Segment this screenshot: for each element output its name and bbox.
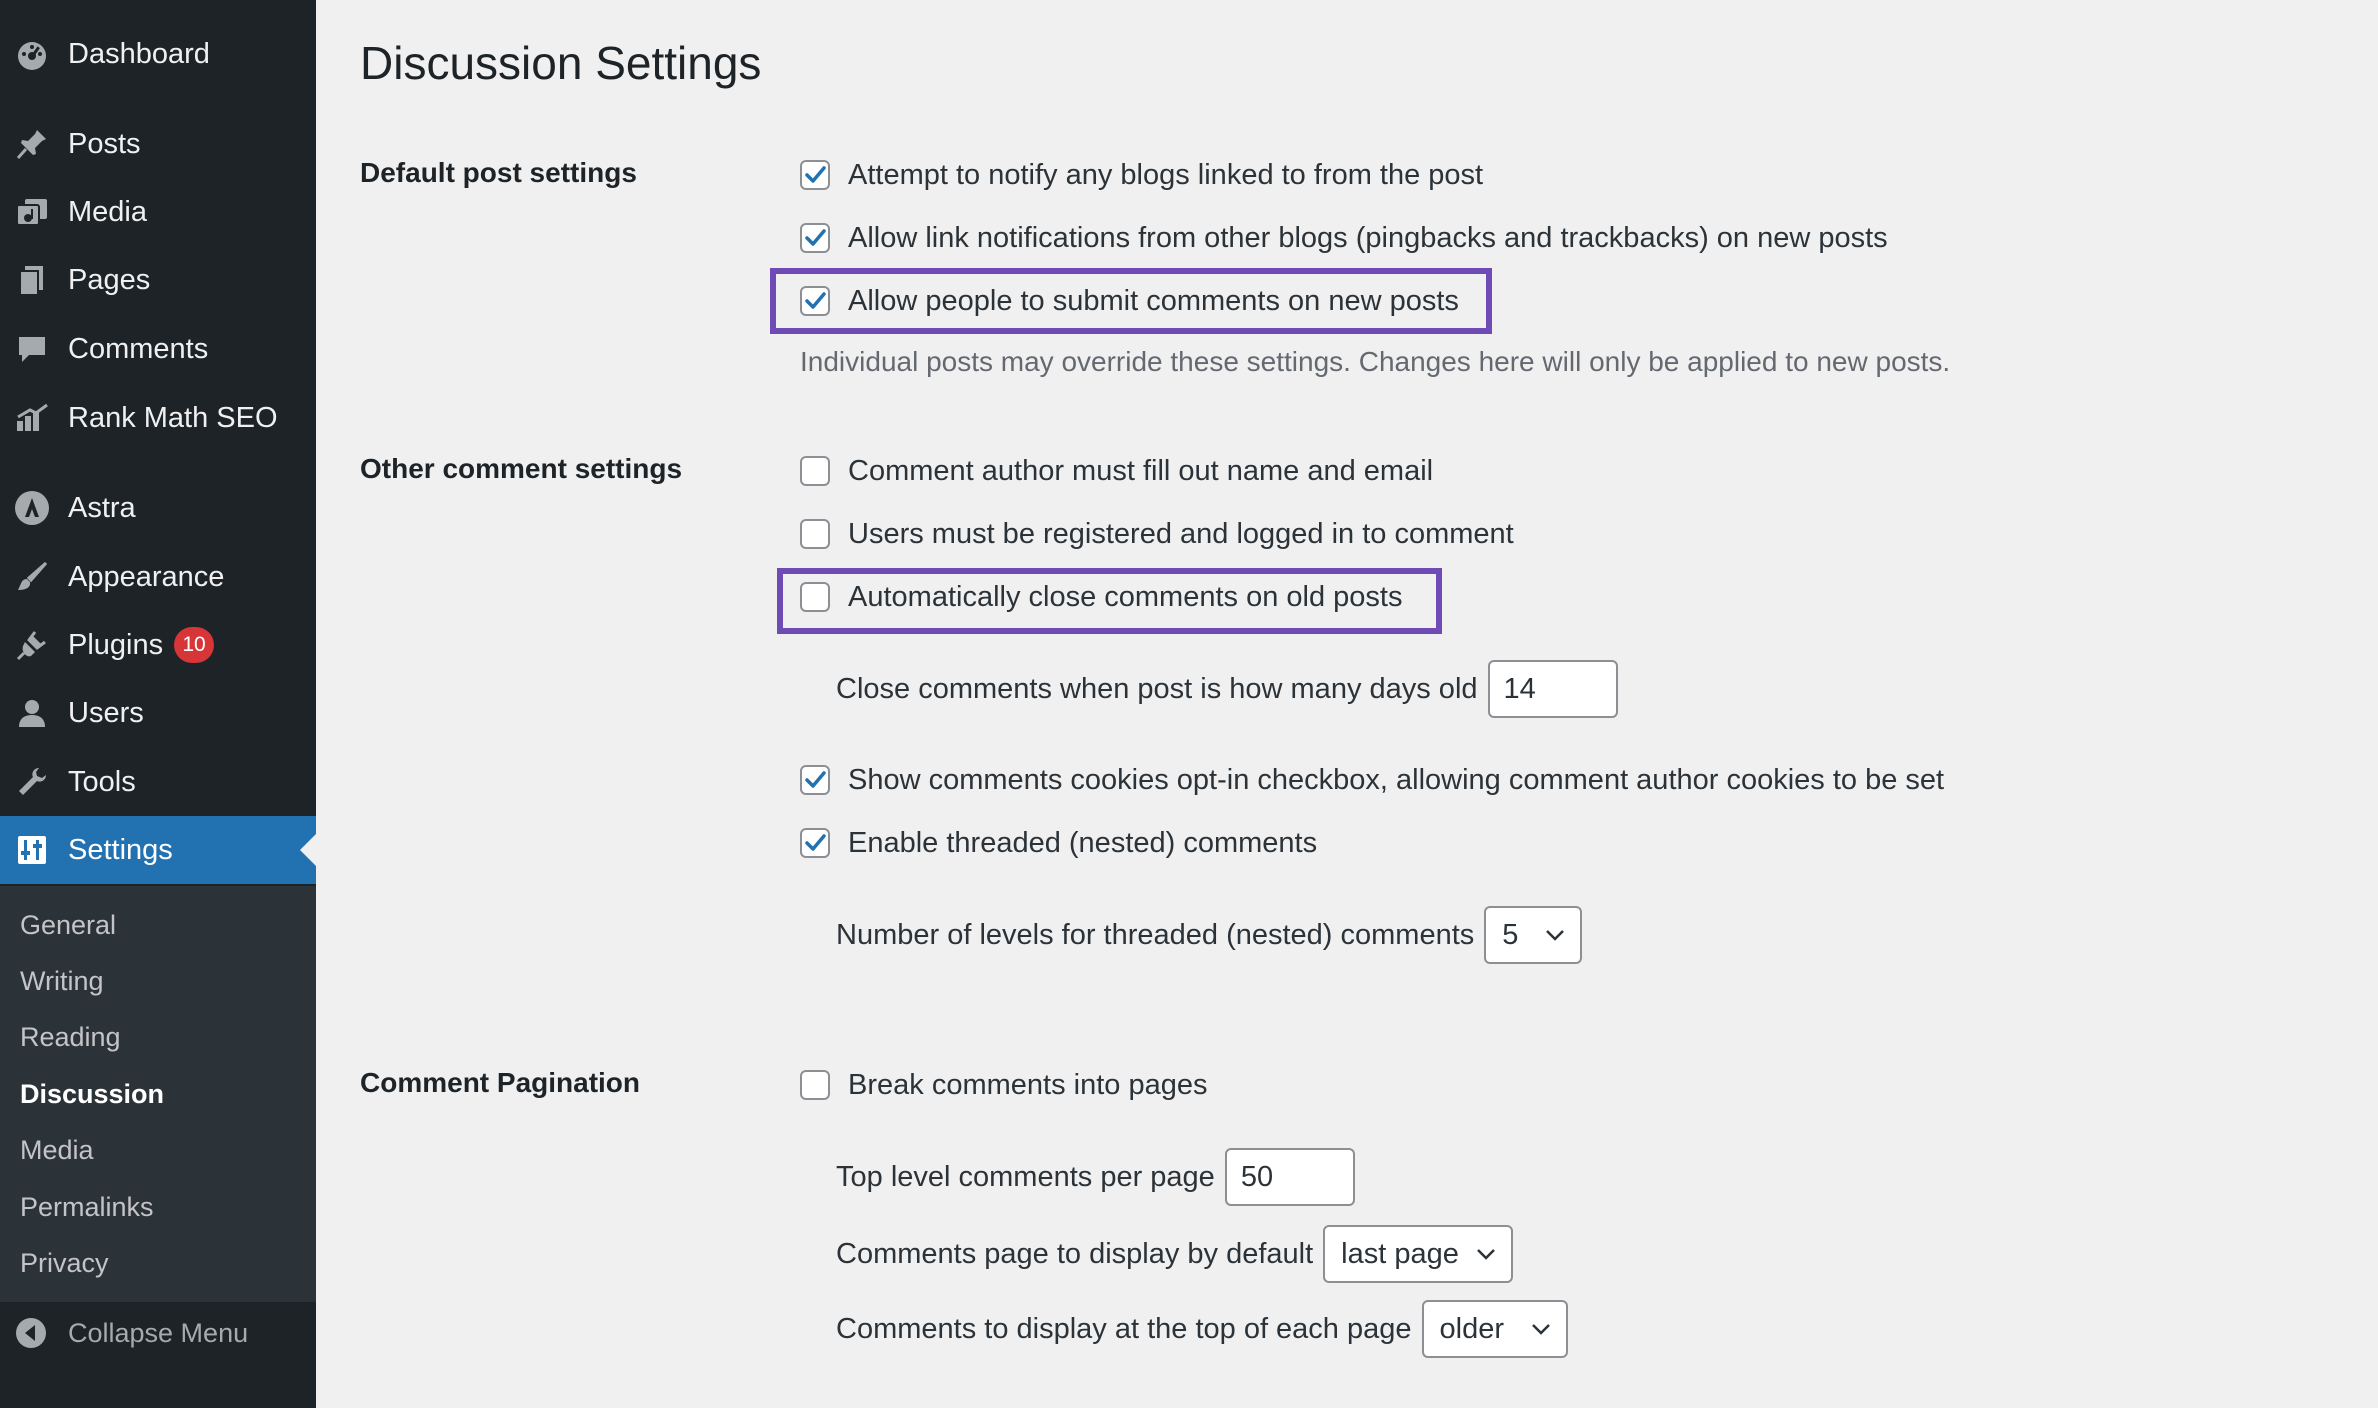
option-cookies-opt-in[interactable]	[800, 760, 1944, 800]
submenu-item-privacy[interactable]: Privacy	[20, 1248, 109, 1278]
sidebar-item-label: Comments	[68, 332, 209, 365]
chevron-down-icon	[1544, 928, 1566, 942]
per-page-label: Top level comments per page	[836, 1160, 1215, 1193]
user-icon	[14, 695, 50, 731]
sidebar-item-astra[interactable]	[0, 474, 316, 542]
comment-icon	[14, 331, 50, 367]
thread-levels-select[interactable]	[1484, 906, 1582, 964]
section-label-other-comment-settings: Other comment settings	[360, 453, 683, 484]
submenu-item-media[interactable]: Media	[20, 1135, 94, 1165]
dashboard-icon	[14, 36, 50, 72]
option-label: Users must be registered and logged in to comment	[848, 517, 1514, 550]
sidebar-item-users[interactable]	[0, 679, 316, 747]
plug-icon	[14, 627, 50, 663]
page-title: Discussion Settings	[360, 37, 762, 89]
media-icon	[14, 194, 50, 230]
top-order-row	[836, 1299, 1568, 1359]
section-label-default-post-settings: Default post settings	[360, 157, 637, 188]
sidebar-item-label: Dashboard	[68, 37, 210, 70]
per-page-input[interactable]	[1225, 1148, 1355, 1206]
sidebar-item-posts[interactable]	[0, 110, 316, 178]
sidebar-item-label: Plugins	[68, 628, 164, 661]
sidebar-item-plugins[interactable]	[0, 611, 316, 679]
sidebar-item-label: Media	[68, 195, 147, 228]
sidebar-item-settings[interactable]	[0, 816, 316, 884]
option-allow-link-notifications[interactable]	[800, 218, 1888, 258]
submenu-item-discussion[interactable]: Discussion	[20, 1079, 165, 1109]
sidebar-item-appearance[interactable]	[0, 543, 316, 611]
section-label-comment-pagination: Comment Pagination	[360, 1067, 641, 1098]
option-label: Comment author must fill out name and email	[848, 454, 1434, 487]
sidebar-item-label: Appearance	[68, 560, 225, 593]
sidebar-item-label: Settings	[68, 833, 173, 866]
option-label: Allow people to submit comments on new posts	[848, 284, 1459, 317]
brush-icon	[14, 559, 50, 595]
checkbox-unchecked[interactable]	[800, 582, 830, 612]
checkbox-unchecked[interactable]	[800, 1070, 830, 1100]
chevron-down-icon	[1475, 1247, 1497, 1261]
option-label: Automatically close comments on old posts	[848, 580, 1403, 613]
sidebar-item-pages[interactable]	[0, 246, 316, 314]
pages-icon	[14, 262, 50, 298]
astra-icon	[14, 490, 50, 526]
sidebar-item-label: Tools	[68, 765, 136, 798]
chevron-down-icon	[1530, 1322, 1552, 1336]
option-break-into-pages[interactable]	[800, 1065, 1207, 1105]
admin-sidebar	[0, 0, 316, 1408]
settings-submenu	[0, 886, 316, 1302]
select-value: last page	[1341, 1237, 1459, 1270]
default-page-row	[836, 1224, 1513, 1284]
top-order-select[interactable]	[1422, 1300, 1568, 1358]
per-page-row	[836, 1147, 1355, 1207]
sidebar-item-rank-math-seo[interactable]	[0, 384, 316, 452]
close-days-row	[836, 659, 1618, 719]
checkbox-checked[interactable]	[800, 286, 830, 316]
collapse-menu-label: Collapse Menu	[68, 1318, 249, 1348]
checkbox-checked[interactable]	[800, 160, 830, 190]
option-require-name-email[interactable]	[800, 451, 1433, 491]
submenu-item-reading[interactable]: Reading	[20, 1022, 121, 1052]
option-label: Attempt to notify any blogs linked to from the post	[848, 158, 1484, 191]
sidebar-item-label: Pages	[68, 263, 151, 296]
sidebar-item-label: Rank Math SEO	[68, 401, 278, 434]
default-page-label: Comments page to display by default	[836, 1237, 1314, 1270]
submenu-item-general[interactable]: General	[20, 910, 117, 940]
settings-icon	[14, 832, 50, 868]
checkbox-unchecked[interactable]	[800, 519, 830, 549]
sidebar-item-dashboard[interactable]	[0, 20, 316, 88]
option-label: Allow link notifications from other blogs (pingbacks and trackbacks) on new posts	[848, 221, 1888, 254]
update-count-badge: 10	[174, 627, 214, 663]
close-days-input[interactable]	[1488, 660, 1618, 718]
wrench-icon	[14, 764, 50, 800]
option-label: Enable threaded (nested) comments	[848, 826, 1318, 859]
checkbox-checked[interactable]	[800, 223, 830, 253]
option-allow-comments-new-posts[interactable]	[800, 281, 1459, 321]
option-label: Break comments into pages	[848, 1068, 1208, 1101]
settings-description: Individual posts may override these settings. Changes here will only be applied to new posts.	[800, 346, 1951, 377]
chart-icon	[14, 400, 50, 436]
option-label: Show comments cookies opt-in checkbox, allowing comment author cookies to be set	[848, 763, 1945, 796]
checkbox-checked[interactable]	[800, 828, 830, 858]
collapse-menu-button[interactable]	[0, 1302, 316, 1366]
option-auto-close-comments[interactable]	[800, 577, 1402, 617]
submenu-item-permalinks[interactable]: Permalinks	[20, 1192, 154, 1222]
option-notify-linked-blogs[interactable]	[800, 155, 1483, 195]
collapse-arrow-icon	[14, 1316, 48, 1357]
close-days-label: Close comments when post is how many days old	[836, 672, 1478, 705]
sidebar-item-media[interactable]	[0, 178, 316, 246]
checkbox-checked[interactable]	[800, 765, 830, 795]
sidebar-item-label: Posts	[68, 127, 141, 160]
sidebar-item-label: Users	[68, 696, 144, 729]
select-value: 5	[1502, 918, 1519, 951]
pin-icon	[14, 126, 50, 162]
select-value: older	[1439, 1312, 1505, 1345]
top-order-label: Comments to display at the top of each page	[836, 1312, 1412, 1345]
sidebar-item-tools[interactable]	[0, 748, 316, 816]
thread-levels-row	[836, 905, 1582, 965]
thread-levels-label: Number of levels for threaded (nested) comments	[836, 918, 1475, 951]
sidebar-item-label: Astra	[68, 491, 136, 524]
option-require-registration[interactable]	[800, 514, 1514, 554]
submenu-item-writing[interactable]: Writing	[20, 966, 104, 996]
default-page-select[interactable]	[1323, 1225, 1513, 1283]
option-threaded-comments[interactable]	[800, 823, 1317, 863]
checkbox-unchecked[interactable]	[800, 456, 830, 486]
sidebar-item-comments[interactable]	[0, 315, 316, 383]
